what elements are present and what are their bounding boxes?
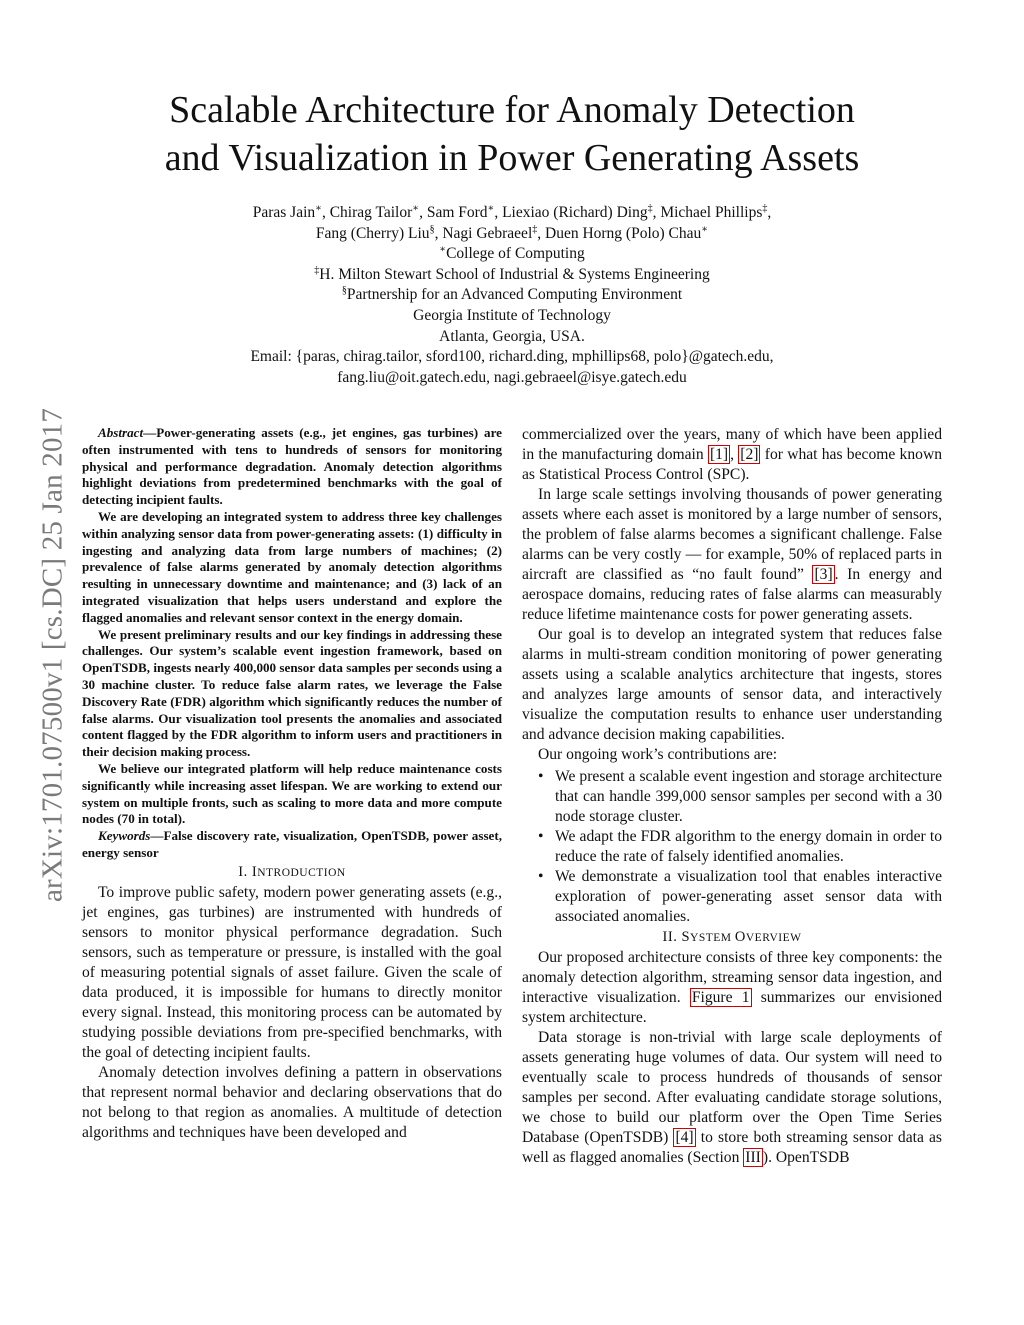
email-line-1: Email: {paras, chirag.tailor, sford100, richard.ding, mphillips68, polo}@gatech.edu,	[250, 348, 774, 366]
author-name: Sam Ford	[426, 204, 488, 221]
bullet-icon: •	[538, 828, 544, 845]
title-line-2: and Visualization in Power Generating Assets	[164, 137, 860, 179]
overview-paragraph-1: Our proposed architecture consists of three key components: the anomaly detection algorithm, streaming sensor data ingestion, and interactive visualization. Figure 1 summarizes our envisioned system architecture.	[522, 949, 942, 1026]
right-column	[522, 425, 942, 1168]
author-name: Paras Jain	[252, 204, 316, 221]
abstract-paragraph-4: We believe our integrated platform will help reduce maintenance costs significantly while increasing asset lifespan. We are working to extend our system on multiple fronts, such as scaling to more data and more compute nodes (70 in total).	[82, 760, 502, 827]
bullet-icon: •	[538, 768, 544, 785]
author-line-2: Fang (Cherry) Liu§, Nagi Gebraeel‡, Duen Horng (Polo) Chau∗	[315, 223, 709, 242]
affiliation-mark: ∗	[487, 202, 495, 214]
intro-paragraph-3: commercialized over the years, many of which have been applied in the manufacturing domain [1] , [2] for what has become known as Statistical Process Control (SPC).	[522, 426, 943, 483]
title-line-1: Scalable Architecture for Anomaly Detection	[169, 89, 855, 131]
left-column	[82, 425, 502, 1143]
contributions-intro: Our ongoing work’s contributions are:	[538, 746, 778, 763]
location: Atlanta, Georgia, USA.	[439, 327, 585, 345]
affiliation-pace: §Partnership for an Advanced Computing Environment	[341, 285, 683, 304]
citation-link[interactable]: [1]	[709, 446, 729, 463]
author-name: Chirag Tailor	[329, 204, 413, 221]
author-name: Duen Horng (Polo) Chau	[545, 224, 702, 242]
section-heading-system-overview: II. SYSTEM OVERVIEW	[662, 929, 802, 945]
citation-link[interactable]: [3]	[814, 566, 833, 583]
affiliation-mark: ‡	[647, 202, 653, 214]
author-name: Fang (Cherry) Liu	[315, 224, 430, 242]
affiliation-mark: ‡	[762, 202, 768, 214]
intro-paragraph-1: To improve public safety, modern power generating assets (e.g., jet engines, gas turbines) are instrumented with hundreds of sensors to monitor physical performance degradation. Such sensors, such as temperature or pressure, is installed with the goal of measuring potential signals of asset failure. Given the scale of data produced, it is impossible for humans to directly monitor every signal. Instead, this monitoring process can be automated by studying possible deviations from pre-specified benchmarks, with the goal of detecting incipient faults.	[82, 883, 502, 1061]
keywords-label: Keywords	[98, 828, 151, 844]
author-block	[0, 203, 1024, 388]
affiliation-mark: §	[429, 223, 435, 235]
abstract-paragraph-2: We are developing an integrated system to address three key challenges within analyzing sensor data from power-generating assets: (1) difficulty in ingesting and analyzing data from large numbers of machines; (2) prevalence of false alarms generated by anomaly detection algorithms resulting in unnecessary downtime and maintenance; and (3) lack of an integrated visualization that helps users understand and explore the flagged anomalies and relevant sensor context in the energy domain.	[82, 508, 502, 625]
bullet-icon: •	[538, 868, 544, 885]
intro-paragraph-2: Anomaly detection involves defining a pattern in observations that represent normal behavior and declaring observations that do not belong to that region as anomalies. A multitude of detection algorithms and techniques have been developed and	[82, 1063, 502, 1141]
list-item: • We demonstrate a visualization tool that enables interactive exploration of power-generating asset sensor data with associated anomalies.	[538, 868, 942, 925]
author-name: Nagi Gebraeel	[442, 224, 533, 242]
overview-paragraph-2: Data storage is non-trivial with large scale deployments of assets generating huge volumes of data. Our system will need to eventually scale to process hundreds of thousands of sensor samples per second. After evaluating candidate storage solutions, we chose to build our platform over the Open Time Series Database (OpenTSDB) [4] to store both streaming sensor data as well as flagged anomalies (Section III ). OpenTSDB	[522, 1029, 942, 1166]
figure-link[interactable]: Figure 1	[691, 989, 750, 1006]
paper-title	[0, 86, 1024, 182]
abstract-paragraph-1: Abstract—Power-generating assets (e.g., jet engines, gas turbines) are often instrumented with tens to hundreds of sensors for monitoring physical and performance degradation. Anomaly detection algorithms highlight deviations from predetermined benchmarks with the goal of detecting incipient faults.	[82, 425, 502, 508]
keywords: Keywords—False discovery rate, visualization, OpenTSDB, power asset, energy sensor	[82, 828, 502, 860]
section-heading-introduction: I. INTRODUCTION	[238, 863, 346, 880]
abstract	[82, 425, 502, 862]
email-line-2: fang.liu@oit.gatech.edu, nagi.gebraeel@isye.gatech.edu	[337, 368, 687, 386]
list-item: • We adapt the FDR algorithm to the energy domain in order to reduce the rate of falsely identified anomalies.	[538, 828, 942, 865]
affiliation-computing: ∗College of Computing	[439, 244, 585, 263]
abstract-paragraph-3: We present preliminary results and our key findings in addressing these challenges. Our system’s scalable event ingestion framework, based on OpenTSDB, ingests nearly 400,000 sensor data samples per seconds using a 30 machine cluster. To reduce false alarm rates, we leverage the False Discovery Rate (FDR) algorithm which significantly reduces the number of false alarms. Our visualization tool presents the anomalies and associated content flagged by the FDR algorithm to inform users and practitioners in their decision making process.	[82, 626, 502, 760]
citation-link[interactable]: [4]	[675, 1129, 694, 1146]
author-name: Michael Phillips	[660, 204, 763, 221]
affiliation-mark: ∗	[412, 202, 420, 214]
citation-link[interactable]: [2]	[740, 446, 759, 463]
author-name: Liexiao (Richard) Ding	[502, 204, 648, 221]
institution: Georgia Institute of Technology	[413, 306, 611, 324]
intro-paragraph-5: Our goal is to develop an integrated system that reduces false alarms in multi-stream condition monitoring of power generating assets using a scalable analytics architecture that ingests, stores and analyzes large amounts of sensor data, and interactively visualize the computation results to enhance user understanding and advance decision making capabilities.	[522, 626, 942, 743]
section-link[interactable]: III	[745, 1149, 761, 1166]
list-item: • We present a scalable event ingestion and storage architecture that can handle 399,000 sensor samples per second with a 30 node storage cluster.	[538, 768, 942, 825]
arxiv-identifier: arXiv:1701.07500v1 [cs.DC] 25 Jan 2017	[36, 407, 69, 903]
affiliation-isye: ‡H. Milton Stewart School of Industrial & Systems Engineering	[314, 264, 710, 283]
affiliation-mark: ∗	[701, 223, 709, 235]
abstract-label: Abstract	[98, 425, 144, 440]
intro-paragraph-4: In large scale settings involving thousands of power generating assets where each asset is monitored by a large number of sensors, the problem of false alarms becomes a significant challenge. False alarms can be very costly — for example, 50% of replaced parts in aircraft are classified as “no fault found” [3] . In energy and aerospace domains, reducing rates of false alarms can measurably reduce lifetime maintenance costs for power generating assets.	[522, 486, 942, 623]
affiliation-mark: ∗	[315, 202, 322, 214]
affiliation-mark: ‡	[532, 223, 538, 235]
author-line-1: Paras Jain∗, Chirag Tailor∗, Sam Ford∗, Liexiao (Richard) Ding‡, Michael Phillips‡,	[252, 202, 772, 221]
contributions-list	[522, 767, 942, 927]
